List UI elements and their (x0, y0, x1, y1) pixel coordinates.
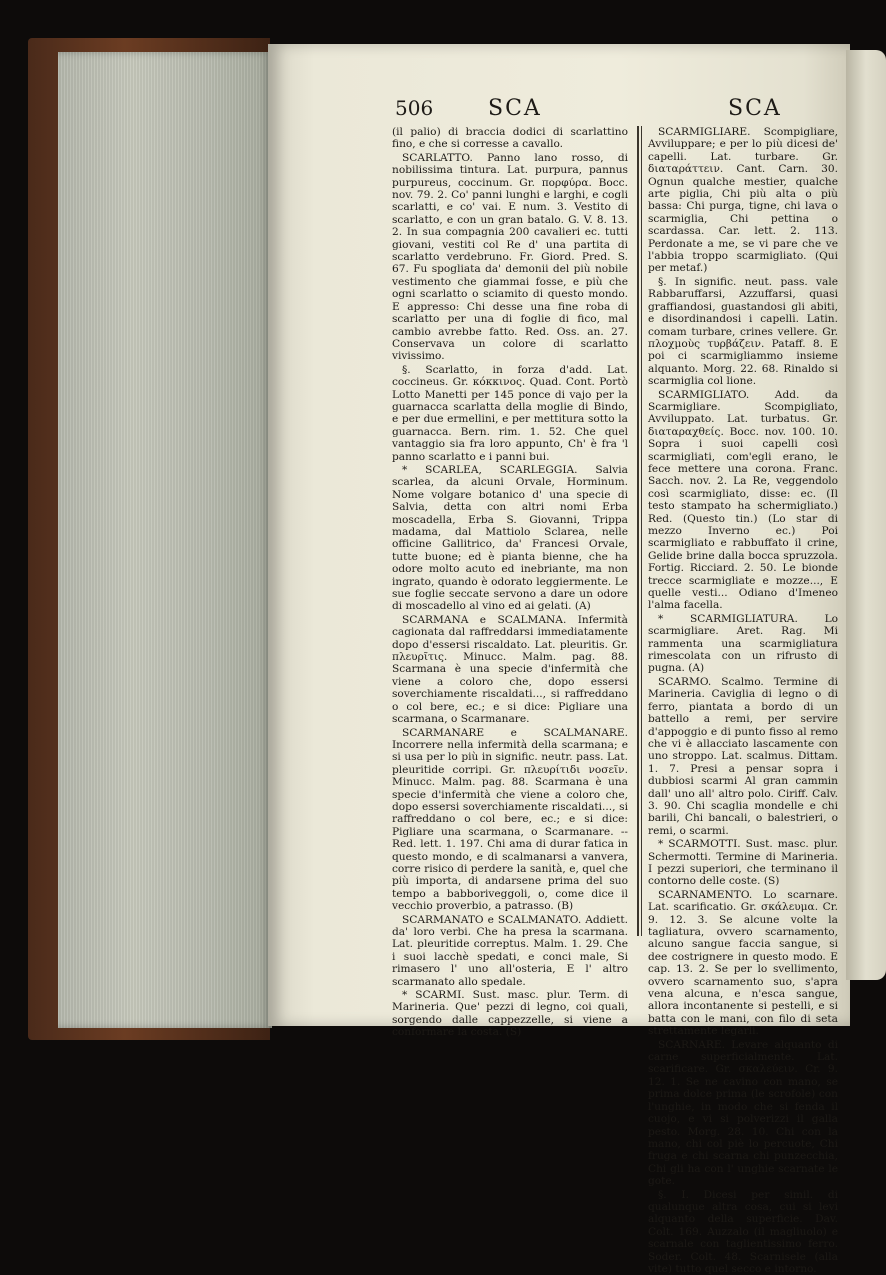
entry-paragraph: (il palio) di braccia dodici di scarlattino fino, e che si corresse a cavallo. (392, 126, 628, 151)
entry-paragraph: §. I. Dicesi per simil. di qualunque altra cosa, cui si levi alquanto della superficie. Dav. Colt. 169. Auzzalo (il magliuolo) e scarnale con taglientissimo ferro. Soder. Colt. 48. Scarnisele (alla vite) tutto quel secco e intorno. (648, 1188, 838, 1275)
page-number: 506 (395, 96, 434, 120)
column-divider (641, 126, 642, 936)
entry-paragraph: SCARMANATO e SCALMANATO. Addiett. da' loro verbi. Che ha presa la scarmana. Lat. pleuritide correptus. Malm. 1. 29. Che i suoi lacchè spedati, e conci male, Si rimasero l' uno all'osteria, E l' altro scarmanato allo spedale. (392, 913, 628, 988)
entry-paragraph: SCARMO. Scalmo. Termine di Marineria. Caviglia di legno o di ferro, piantata a bordo di un battello a remi, per servire d'appoggio e di punto fisso al remo che vi è allacciato lascamente con uno stroppo. Lat. scalmus. Dittam. 1. 7. Presi a pensar sopra i dubbiosi scarmi Al gran cammin dall' uno all' altro polo. Ciriff. Calv. 3. 90. Chi scaglia mondelle e chi barili, Chi bancali, o balestrieri, o remi, o scarmi. (648, 675, 838, 837)
entry-paragraph: SCARNARE. Levare alquanto di carne superficialmente. Lat. scarificare. Gr. σκαλεύειν. Cr. 9. 12. 1. Se ne cavino con mano, se prima dolce prima (le scrofole) con l'unghie, in modo che si fenda il cuojo, e vi si polverizzi il galla pesto. Morg. 28. 10. Chi con la mano, chi col piè lo percuote, Chi fruga e chi scarna chi punzecchia, Chi gli ha con l' unghie scarnate le gote. (648, 1038, 838, 1188)
entry-paragraph: SCARMIGLIARE. Scompigliare, Avviluppare; e per lo più dicesi de' capelli. Lat. turbare. Gr. διαταράττειν. Cant. Carn. 30. Ognun qualche mestier, qualche arte piglia, Chi più alta o più bassa: Chi purga, tigne, chi lava o scarmiglia, Chi pettina o scardassa. Car. lett. 2. 113. Perdonate a me, se vi pare che ve l'abbia troppo scarmigliato. (Qui per metaf.) (648, 126, 838, 275)
entry-paragraph: * SCARMIGLIATURA. Lo scarmigliare. Aret. Rag. Mi rammenta una scarmigliatura rimescolata con un rifrusto di pugna. (A) (648, 612, 838, 675)
entry-paragraph: §. Scarlatto, in forza d'add. Lat. coccineus. Gr. κόκκινος. Quad. Cont. Portò Lotto Manetti per 145 ponce di vajo per la guarnacca scarlatta della moglie di Bindo, e per due ermellini, e per mettitura sotto la guarnacca. Bern. rim. 1. 52. Che quel vantaggio sia fra loro appunto, Ch' è fra 'l panno scarlatto e i panni bui. (392, 363, 628, 463)
column-divider (637, 126, 639, 936)
entry-paragraph: SCARMANARE e SCALMANARE. Incorrere nella infermità della scarmana; e si usa per lo più in signific. neutr. pass. Lat. pleuritide corripi. Gr. πλευρίτιδι νοσεῖν. Minucc. Malm. pag. 88. Scarmana è una specie d'infermità che viene a coloro che, dopo essersi soverchiamente riscaldati..., si raffreddano o col bere, ec.; e si dice: Pigliare una scarmana, o Scarmanare. -- Red. lett. 1. 197. Chi ama di durar fatica in questo mondo, e di scalmanarsi a vanvera, corre risico di perdere la sanità, e, quel che più importa, di andarsene prima del suo tempo a babboriveggoli, o, come dice il vecchio proverbio, a patrasso. (B) (392, 726, 628, 913)
entry-paragraph: * SCARMI. Sust. masc. plur. Term. di Marineria. Que' pezzi di legno, coi quali, sorgendo dalle cappezzelle, si viene a conformare la costa. (S) (392, 989, 628, 1039)
left-column (392, 126, 628, 1040)
entry-paragraph: * SCARMOTTI. Sust. masc. plur. Schermotti. Termine di Marineria. I pezzi superiori, che terminano il contorno delle coste. (S) (648, 838, 838, 888)
running-head-left: SCA (488, 96, 542, 121)
running-head-right: SCA (728, 96, 782, 121)
entry-paragraph: * SCARLEA, SCARLEGGIA. Salvia scarlea, da alcuni Orvale, Horminum. Nome volgare botanico d' una specie di Salvia, detta con altri nomi Erba moscadella, Erba S. Giovanni, Trippa madama, dal Mattiolo Sclarea, nelle officine Gallitrico, da' Francesi Orvale, tutte buone; ed è pianta bienne, che ha odore molto acuto ed inebriante, ma non ingrato, quando è odorato leggiermente. Le sue foglie seccate servono a dare un odore di moscadello al vino ed ai gelati. (A) (392, 463, 628, 613)
entry-paragraph: SCARNAMENTO. Lo scarnare. Lat. scarificatio. Gr. σκάλευμα. Cr. 9. 12. 3. Se alcune volte la tagliatura, ovvero scarnamento, alcuno sangue faccia sangue, si dee costrignere in questo modo. E cap. 13. 2. Se per lo svellimento, ovvero scarnamento suo, s'apra vena alcuna, e n'esca sangue, allora incontanente si pestelli, e si batta con le mani, con filo di seta strettamente legarli. (648, 888, 838, 1038)
right-column (648, 126, 838, 1275)
entry-paragraph: SCARLATTO. Panno lano rosso, di nobilissima tintura. Lat. purpura, pannus purpureus, coccinum. Gr. πορφύρα. Bocc. nov. 79. 2. Co' panni lunghi e larghi, e cogli scarlatti, e co' vai. E num. 3. Vestito di scarlatto, e con un gran batalo. G. V. 8. 13. 2. In sua compagnia 200 cavalieri ec. tutti giovani, vestiti col Re d' una partita di scarlatto verdebruno. Fr. Giord. Pred. S. 67. Fu spogliata da' demonii del più nobile vestimento che giammai fosse, e più che ogni scarlatto o sciamito di questo mondo. E appresso: Chi desse una fine roba di scarlatto per una di foglie di fico, mal cambio avrebbe fatto. Red. Oss. an. 27. Conservava un colore di scarlatto vivissimo. (392, 151, 628, 363)
facing-page-edge (846, 50, 886, 980)
entry-paragraph: SCARMANA e SCALMANA. Infermità cagionata dal raffreddarsi immediatamente dopo d'essersi riscaldato. Lat. pleuritis. Gr. πλευρῖτις. Minucc. Malm. pag. 88. Scarmana è una specie d'infermità che viene a coloro che, dopo essersi soverchiamente riscaldati..., si raffreddano o col bere, ec.; e si dice: Pigliare una scarmana, o Scarmanare. (392, 613, 628, 726)
page-edges (58, 52, 272, 1028)
entry-paragraph: §. In signific. neut. pass. vale Rabbaruffarsi, Azzuffarsi, quasi graffiandosi, guastandosi gli abiti, e disordinandosi i capelli. Latin. comam turbare, crines vellere. Gr. πλοχμοὺς τυρβάζειν. Pataff. 8. E poi ci scarmigliammo insieme alquanto. Morg. 22. 68. Rinaldo si scarmiglia col lione. (648, 275, 838, 388)
entry-paragraph: SCARMIGLIATO. Add. da Scarmigliare. Scompigliato, Avviluppato. Lat. turbatus. Gr. διαταραχθείς. Bocc. nov. 100. 10. Sopra i suoi capelli così scarmigliati, com'egli erano, le fece mettere una corona. Franc. Sacch. nov. 2. La Re, veggendolo così scarmigliato, disse: ec. (Il testo stampato ha schermigliato.) Red. (Questo tin.) (Lo star di mezzo Inverno ec.) Poi scarmigliato e rabbuffato il crine, Gelide brine dalla bocca spruzzola. Fortig. Ricciard. 2. 50. Le bionde trecce scarmigliate e mozze..., E quelle vesti... Odiano d'Imeneo l'alma facella. (648, 388, 838, 612)
